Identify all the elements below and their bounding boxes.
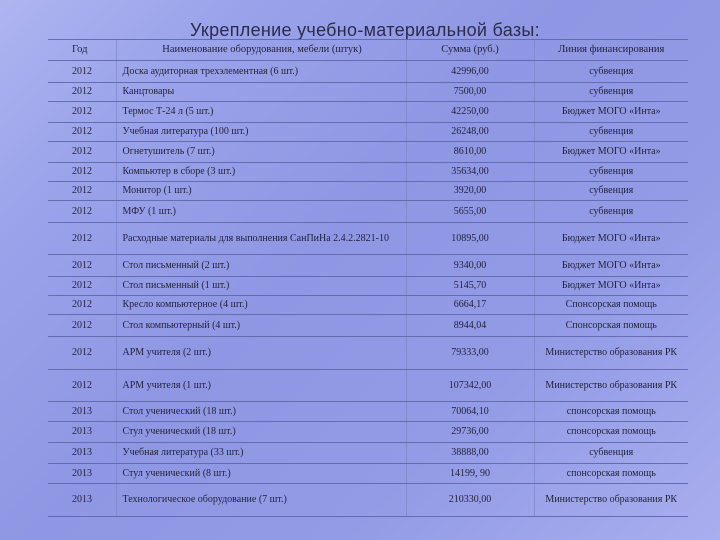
cell-name: Стол ученический (18 шт.) <box>116 402 406 422</box>
table-row <box>48 83 688 102</box>
cell-source: субвенция <box>534 163 688 182</box>
header-source: Линия финансирования <box>534 40 688 61</box>
header-year: Год <box>48 40 116 61</box>
cell-year: 2013 <box>48 443 116 464</box>
table-row <box>48 201 688 223</box>
cell-source: Бюджет МОГО «Инта» <box>534 223 688 255</box>
table-row <box>48 142 688 163</box>
cell-sum: 38888,00 <box>406 443 534 464</box>
cell-sum: 29736,00 <box>406 422 534 443</box>
cell-source: спонсорская помощь <box>534 402 688 422</box>
cell-name: Стол компьютерный (4 шт.) <box>116 315 406 337</box>
cell-year: 2012 <box>48 142 116 163</box>
table-row <box>48 484 688 517</box>
table-row <box>48 102 688 123</box>
table-header-row <box>48 40 688 61</box>
cell-year: 2013 <box>48 422 116 443</box>
cell-source: субвенция <box>534 123 688 142</box>
cell-source: Министерство образования РК <box>534 337 688 370</box>
cell-sum: 10895,00 <box>406 223 534 255</box>
cell-name: Кресло компьютерное (4 шт.) <box>116 296 406 315</box>
cell-year: 2012 <box>48 201 116 223</box>
table-row <box>48 370 688 402</box>
cell-sum: 26248,00 <box>406 123 534 142</box>
cell-name: Канцтовары <box>116 83 406 102</box>
cell-sum: 35634,00 <box>406 163 534 182</box>
cell-name: Компьютер в сборе (3 шт.) <box>116 163 406 182</box>
cell-year: 2013 <box>48 464 116 484</box>
cell-sum: 79333,00 <box>406 337 534 370</box>
table-row <box>48 422 688 443</box>
table-row <box>48 123 688 142</box>
cell-sum: 7500,00 <box>406 83 534 102</box>
table-row <box>48 315 688 337</box>
cell-source: Спонсорская помощь <box>534 315 688 337</box>
cell-name: Технологическое оборудование (7 шт.) <box>116 484 406 517</box>
cell-sum: 42250,00 <box>406 102 534 123</box>
cell-source: Бюджет МОГО «Инта» <box>534 142 688 163</box>
cell-sum: 5145,70 <box>406 277 534 296</box>
header-sum: Сумма (руб.) <box>406 40 534 61</box>
table-row <box>48 255 688 277</box>
table-row <box>48 61 688 83</box>
cell-source: субвенция <box>534 83 688 102</box>
cell-name: Учебная литература (100 шт.) <box>116 123 406 142</box>
cell-name: Стул ученический (18 шт.) <box>116 422 406 443</box>
cell-name: Монитор (1 шт.) <box>116 182 406 201</box>
cell-sum: 210330,00 <box>406 484 534 517</box>
cell-source: Министерство образования РК <box>534 484 688 517</box>
table-row <box>48 337 688 370</box>
cell-year: 2012 <box>48 61 116 83</box>
cell-sum: 42996,00 <box>406 61 534 83</box>
cell-name: Стол письменный (2 шт.) <box>116 255 406 277</box>
cell-sum: 5655,00 <box>406 201 534 223</box>
cell-sum: 8610,00 <box>406 142 534 163</box>
table-row <box>48 163 688 182</box>
cell-sum: 6664,17 <box>406 296 534 315</box>
cell-year: 2012 <box>48 102 116 123</box>
cell-year: 2012 <box>48 370 116 402</box>
cell-name: Стул ученический (8 шт.) <box>116 464 406 484</box>
cell-source: Бюджет МОГО «Инта» <box>534 255 688 277</box>
cell-sum: 70064,10 <box>406 402 534 422</box>
cell-year: 2012 <box>48 223 116 255</box>
cell-source: субвенция <box>534 182 688 201</box>
cell-name: Стол письменный (1 шт.) <box>116 277 406 296</box>
table-row <box>48 296 688 315</box>
cell-source: субвенция <box>534 61 688 83</box>
table-row <box>48 402 688 422</box>
funding-table <box>48 39 688 517</box>
cell-year: 2012 <box>48 277 116 296</box>
cell-source: спонсорская помощь <box>534 464 688 484</box>
cell-source: Министерство образования РК <box>534 370 688 402</box>
cell-sum: 9340,00 <box>406 255 534 277</box>
cell-name: МФУ (1 шт.) <box>116 201 406 223</box>
cell-year: 2012 <box>48 337 116 370</box>
cell-name: Термос Т-24 л (5 шт.) <box>116 102 406 123</box>
cell-year: 2012 <box>48 315 116 337</box>
cell-sum: 107342,00 <box>406 370 534 402</box>
cell-year: 2012 <box>48 255 116 277</box>
table-row <box>48 223 688 255</box>
cell-sum: 3920,00 <box>406 182 534 201</box>
cell-year: 2012 <box>48 182 116 201</box>
cell-sum: 14199, 90 <box>406 464 534 484</box>
cell-year: 2013 <box>48 484 116 517</box>
cell-year: 2013 <box>48 402 116 422</box>
table-row <box>48 277 688 296</box>
cell-year: 2012 <box>48 123 116 142</box>
cell-name: Учебная литература (33 шт.) <box>116 443 406 464</box>
cell-name: Доска аудиторная трехэлементная (6 шт.) <box>116 61 406 83</box>
cell-source: Спонсорская помощь <box>534 296 688 315</box>
cell-year: 2012 <box>48 296 116 315</box>
cell-sum: 8944,04 <box>406 315 534 337</box>
table-row <box>48 443 688 464</box>
header-name: Наименование оборудования, мебели (штук) <box>116 40 406 61</box>
cell-source: субвенция <box>534 201 688 223</box>
cell-year: 2012 <box>48 163 116 182</box>
cell-source: спонсорская помощь <box>534 422 688 443</box>
table-row <box>48 464 688 484</box>
table-row <box>48 182 688 201</box>
cell-name: АРМ учителя (1 шт.) <box>116 370 406 402</box>
cell-year: 2012 <box>48 83 116 102</box>
cell-name: Расходные материалы для выполнения СанПиНа 2.4.2.2821-10 <box>116 223 406 255</box>
cell-source: Бюджет МОГО «Инта» <box>534 102 688 123</box>
cell-name: АРМ учителя (2 шт.) <box>116 337 406 370</box>
cell-source: субвенция <box>534 443 688 464</box>
cell-source: Бюджет МОГО «Инта» <box>534 277 688 296</box>
page-title: Укрепление учебно-материальной базы: <box>190 20 540 40</box>
cell-name: Огнетушитель (7 шт.) <box>116 142 406 163</box>
